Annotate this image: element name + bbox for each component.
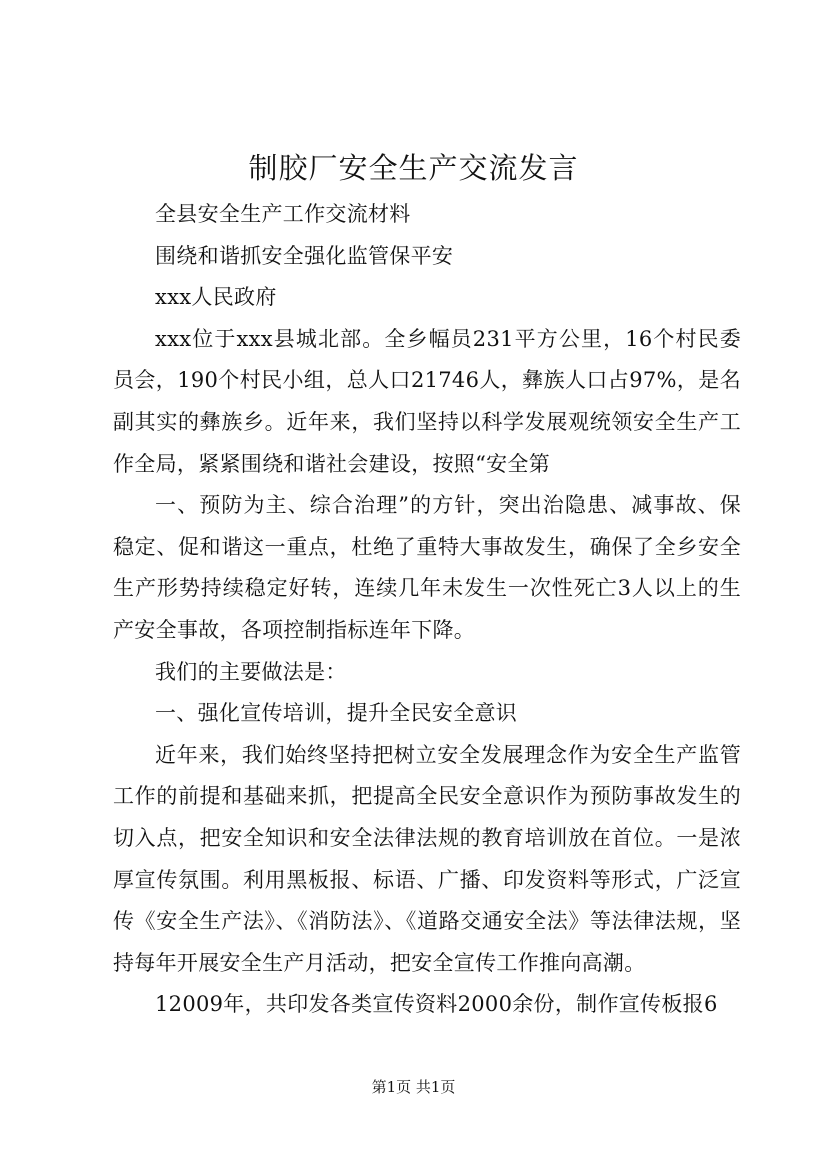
paragraph-main-approach: 我们的主要做法是： xyxy=(155,659,347,684)
document-title: 制胶厂安全生产交流发言 xyxy=(248,151,579,185)
paragraph-author: xxx人民政府 xyxy=(155,285,277,310)
paragraph-subtitle-2: 围绕和谐抓安全强化监管保平安 xyxy=(155,243,454,268)
paragraph-subtitle-1: 全县安全生产工作交流材料 xyxy=(155,202,411,226)
paragraph-intro: xxx位于xxx县城北部。全乡幅员231平方公里，16个村民委员会，190个村民小组，总人口21746人，彝族人口占97%，是名副其实的彝族乡。近年来，我们坚持以科学发展观统领安全生产工作全局，紧紧围绕和谐社会建设，按照“安全第 xyxy=(113,326,741,476)
paragraph-heading-1: 一、强化宣传培训，提升全民安全意识 xyxy=(155,701,518,726)
paragraph-policy: 一、预防为主、综合治理”的方针，突出治隐患、减事故、保稳定、促和谐这一重点，杜绝了重特大事故发生，确保了全乡安全生产形势持续稳定好转，连续几年未发生一次性死亡3人以上的生产安全事故，各项控制指标连年下降。 xyxy=(113,493,741,642)
paragraph-2009: 12009年，共印发各类宣传资料2000余份，制作宣传板报6 xyxy=(155,992,718,1017)
document-body xyxy=(113,194,741,1026)
page-footer: 第1页 共1页 xyxy=(371,1078,456,1096)
paragraph-training: 近年来，我们始终坚持把树立安全发展理念作为安全生产监管工作的前提和基础来抓，把提高全民安全意识作为预防事故发生的切入点，把安全知识和安全法律法规的教育培训放在首位。一是浓厚宣传氛围。利用黑板报、标语、广播、印发资料等形式，广泛宣传《安全生产法》、《消防法》、《道路交通安全法》等法律法规，坚持每年开展安全生产月活动，把安全宣传工作推向高潮。 xyxy=(113,742,741,975)
